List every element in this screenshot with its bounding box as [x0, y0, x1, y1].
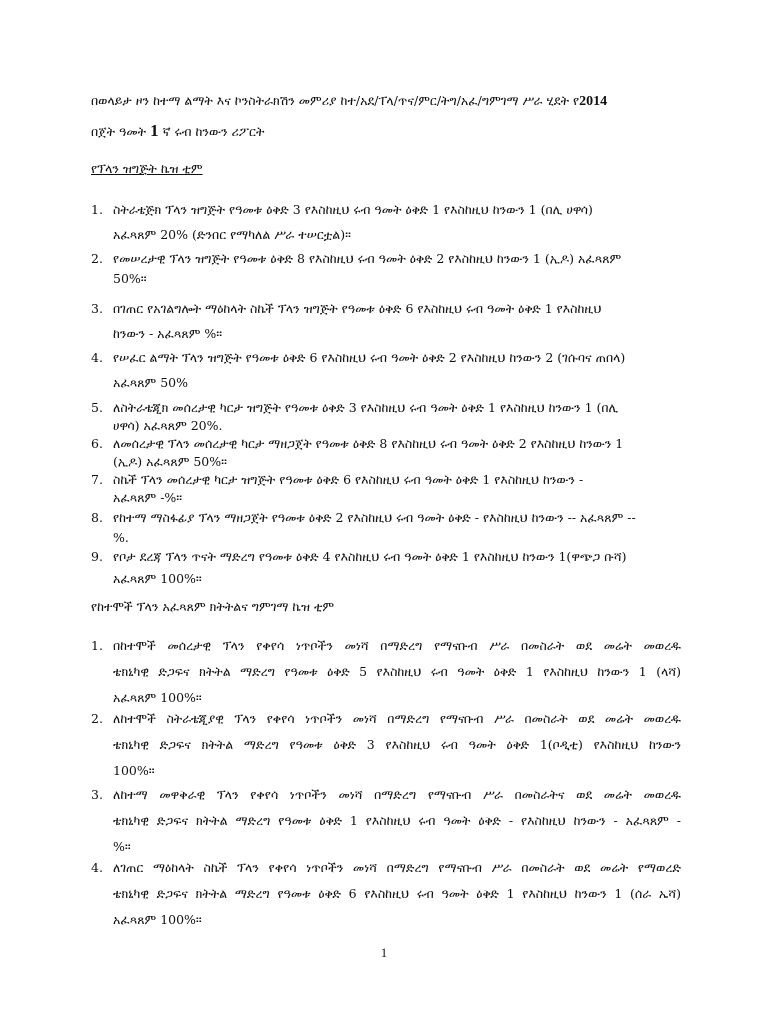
list-item-line: ቴክኒካዊ ድጋፍና ክትትል ማድረግ የዓመቱ ዕቅድ 5 የእስከዚህ ሩብ ዓመት ዕቅድ 1 የእስከዚህ ከንውን 1 (ላሻ) [113, 664, 681, 679]
list-item-line: ቴክኒካዊ ድጋፍና ክትትል ማድረግ የዓመቱ ዕቅድ 1 የእስከዚህ ሩብ ዓመት ዕቅድ - የእስከዚህ ከንውን - አፈጻጸም - [113, 813, 681, 828]
section-title-plan-preparation: የፕላን ዝግጅት ኬዝ ቲም [91, 161, 203, 176]
plan-monitoring-item-4 [91, 860, 681, 938]
list-item-line: አፈጻጸም 100%። [113, 571, 202, 586]
subtitle-suffix: ኛ ሩብ ከንውን ሪፖርት [162, 124, 265, 139]
list-item-line: ቴክኒካዊ ድጋፍና ክትትል ማድረግ የዓመቱ ዕቅድ 6 የእስከዚህ ሩብ ዓመት ዕቅድ 1 የእስከዚህ ከንውን 1 (ሰራ ኤሻ) [113, 886, 681, 901]
plan-preparation-item-1 [91, 202, 681, 252]
plan-monitoring-item-3 [91, 787, 681, 865]
subtitle-prefix: በጀት ዓመት [91, 124, 147, 139]
list-item-line: ሀዋሳ) አፈጻጸም 20%. [113, 418, 223, 433]
document-subtitle [91, 121, 264, 141]
plan-preparation-item-8 [91, 510, 681, 550]
list-item-number: 3. [91, 787, 103, 802]
list-item-line: %። [113, 839, 131, 854]
list-item-number: 8. [91, 510, 103, 525]
list-item-number: 3. [91, 301, 103, 316]
list-item-line: ለከተማ መዋቅራዊ ፕላን የቀየሳ ነጥቦችን መነሻ በማድረግ የማናቡብ ሥራ በመስራትና ወደ መሬት መወረዱ [113, 787, 681, 802]
plan-preparation-item-4 [91, 350, 681, 400]
list-item-line: አፈጻጸም 100%። [113, 690, 202, 705]
list-item-number: 2. [91, 711, 103, 726]
plan-preparation-item-3 [91, 301, 681, 351]
title-text: በወላይታ ዞን ከተማ ልማት እና ኮንስትራክሽን መምሪያ ከተ/አደ/ፐላ/ጥና/ምር/ትግ/አፈ/ግምገማ ሥራ ሂደት የ [91, 93, 580, 108]
list-item-number: 2. [91, 251, 103, 266]
title-year: 2014 [579, 94, 608, 109]
list-item-number: 9. [91, 549, 103, 564]
list-item-line: በገጠር የአገልግሎት ማዕከላት ስኬች ፕላን ዝግጅት የዓመቱ ዕቅድ 6 የእስከዚህ ሩብ ዓመት ዕቅድ 1 የእስከዚህ [113, 301, 602, 316]
plan-preparation-item-7 [91, 472, 681, 508]
list-item-line: በከተሞች መሰረታዊ ፕላን የቀየሳ ነጥቦችን መነሻ በማድረግ የማናቡብ ሥራ በመስራት ወደ መሬት መወረዱ [113, 638, 681, 653]
list-item-number: 4. [91, 860, 103, 875]
list-item-line: ለስትራቴጂክ መሰረታዊ ካርታ ዝግጅት የዓመቱ ዕቅድ 3 የእስከዚህ ሩብ ዓመት ዕቅድ 1 የእስከዚህ ከንውን 1 (በሊ [113, 400, 619, 415]
list-item-line: %. [113, 530, 129, 545]
page-number: 1 [380, 946, 388, 960]
list-item-number: 7. [91, 472, 103, 487]
plan-preparation-item-9 [91, 549, 681, 593]
list-item-number: 5. [91, 400, 103, 415]
list-item-line: ከንውን - አፈጻጸም %። [113, 326, 223, 341]
plan-preparation-item-2 [91, 251, 681, 291]
list-item-line: ለገጠር ማዕከላት ስኬች ፕላን የቀየሳ ነጥቦችን መነሻ በማድረግ የማናቡብ ሥራ በመስራት ወደ መሬት የማወረድ [113, 860, 681, 875]
list-item-line: አፈጻጸም 50% [113, 375, 188, 390]
list-item-line: ስትራቴጅክ ፕላን ዝግጅት የዓመቱ ዕቅድ 3 የእስከዚህ ሩብ ዓመት ዕቅድ 1 የእስከዚህ ከንውን 1 (በሊ ሀዋሳ) [113, 202, 593, 217]
list-item-number: 1. [91, 202, 103, 217]
list-item-line: አፈጻጸም 100%። [113, 912, 202, 927]
plan-preparation-item-5 [91, 400, 681, 436]
list-item-line: ለመሰረታዊ ፕላን መሰረታዊ ካርታ ማዘጋጀት የዓመቱ ዕቅድ 8 የእስከዚህ ሩብ ዓመት ዕቅድ 2 የእስከዚህ ከንውን 1 [113, 436, 624, 451]
plan-monitoring-item-1 [91, 638, 681, 716]
section-title-plan-monitoring: የከተሞች ፕላን አፈጻጸም ክትትልና ግምገማ ኬዝ ቲም [91, 599, 335, 614]
list-item-line: የመሠረታዊ ፕላን ዝግጅት የዓመቱ ዕቅድ 8 የእስከዚህ ሩብ ዓመት ዕቅድ 2 የእስከዚህ ከንውን 1 (ኢዶ) አፈጻጸም [113, 251, 622, 266]
list-item-line: አፈጻጸም -%። [113, 490, 183, 505]
list-item-line: ለከተሞች ስትራቴጂያዊ ፕላን የቀየሳ ነጥቦችን መነሻ በማድረግ የማናቡብ ሥራ በመስራት ወደ መሬት መወረዱ [113, 711, 681, 726]
list-item-number: 4. [91, 350, 103, 365]
list-item-line: (ኢዶ) አፈጻጸም 50%። [113, 454, 227, 469]
plan-monitoring-item-2 [91, 711, 681, 789]
list-item-line: ስኬች ፕላን መሰረታዊ ካርታ ዝግጅት የዓመቱ ዕቅድ 6 የእስከዚህ ሩብ ዓመት ዕቅድ 1 የእስከዚህ ከንውን - [113, 472, 584, 487]
list-item-line: የከተማ ማስፋፊያ ፕላን ማዘጋጀት የዓመቱ ዕቅድ 2 የእስከዚህ ሩብ ዓመት ዕቅድ - የእስከዚህ ከንውን -- አፈጻጸም -- [113, 510, 636, 525]
list-item-line: የቦታ ደረጃ ፕላን ጥናት ማድረግ የዓመቱ ዕቅድ 4 የእስከዚህ ሩብ ዓመት ዕቅድ 1 የእስከዚህ ከንውን 1(ዋጭጋ ቡሻ) [113, 549, 627, 564]
list-item-line: አፈጻጸም 20% (ድንበር የማካለል ሥራ ተሠርቷል)። [113, 227, 351, 242]
subtitle-number: 1 [150, 121, 159, 140]
list-item-number: 1. [91, 638, 103, 653]
list-item-number: 6. [91, 436, 103, 451]
list-item-line: ቴክኒካዊ ድጋፍና ክትትል ማድረግ የዓመቱ ዕቅድ 3 የእስከዚህ ሩብ ዓመት ዕቅድ 1(ቦዲቲ) የእስከዚህ ከንውን [113, 737, 681, 752]
plan-preparation-item-6 [91, 436, 681, 472]
list-item-line: 50%። [113, 271, 147, 286]
list-item-line: የሠፈር ልማት ፕላን ዝግጅት የዓመቱ ዕቅድ 6 የእስከዚህ ሩብ ዓመት ዕቅድ 2 የእስከዚህ ከንውን 2 (ገሱባና ጠበላ) [113, 350, 626, 365]
document-title [91, 93, 607, 110]
list-item-line: 100%። [113, 763, 155, 778]
